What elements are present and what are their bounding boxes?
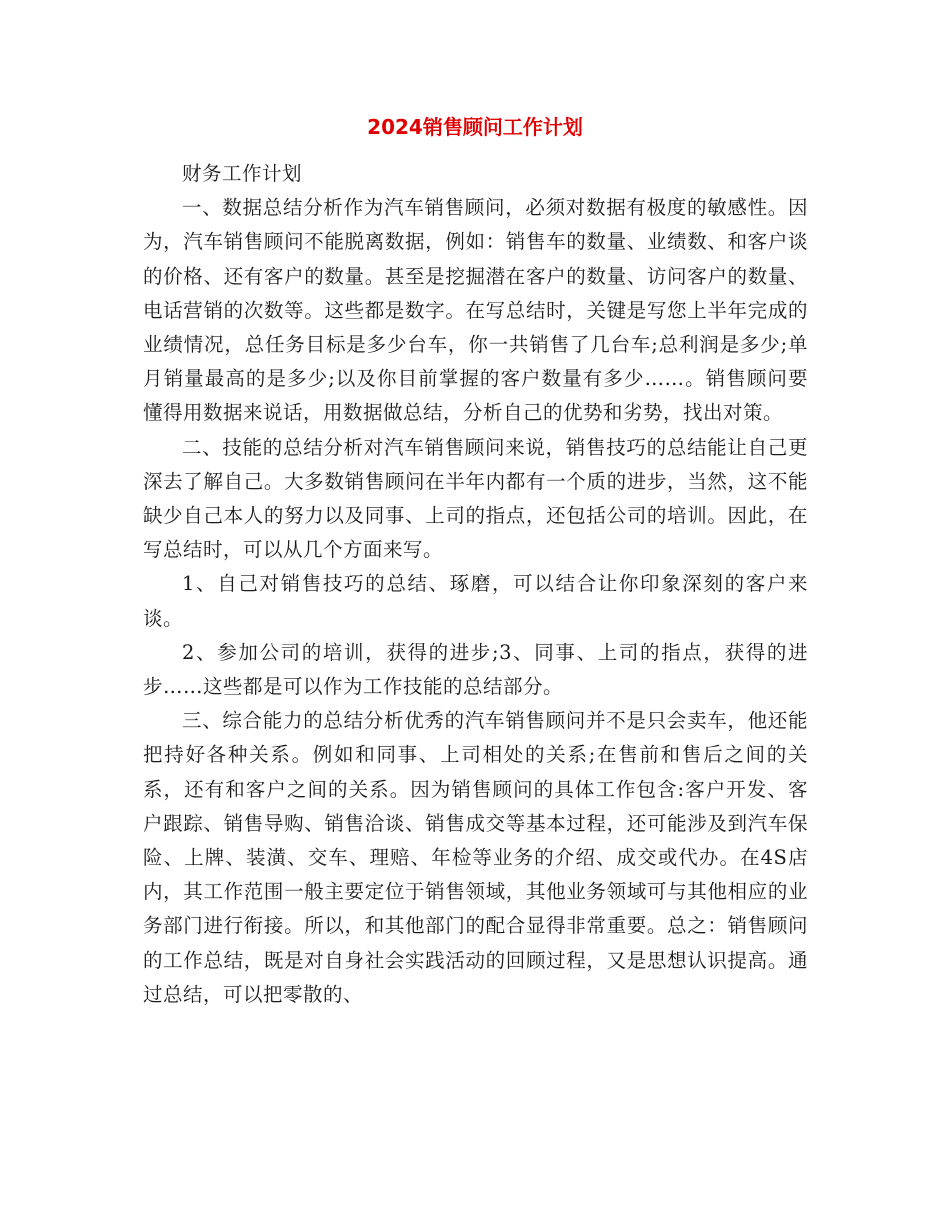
paragraph-item-1: 1、自己对销售技巧的总结、琢磨，可以结合让你印象深刻的客户来谈。 [143, 572, 808, 630]
paragraph-skill-analysis: 二、技能的总结分析对汽车销售顾问来说，销售技巧的总结能让自己更深去了解自己。大多数销售顾问在半年内都有一个质的进步，当然，这不能缺少自己本人的努力以及同事、上司的指点，还包括公司的培训。因此，在写总结时，可以从几个方面来写。 [143, 435, 808, 562]
document-body [143, 157, 808, 1012]
paragraph-item-2: 2、参加公司的培训，获得的进步;3、同事、上司的指点，获得的进步……这些都是可以作为工作技能的总结部分。 [143, 640, 808, 699]
paragraph-data-analysis: 一、数据总结分析作为汽车销售顾问，必须对数据有极度的敏感性。因为，汽车销售顾问不能脱离数据，例如：销售车的数量、业绩数、和客户谈的价格、还有客户的数量。甚至是挖掘潜在客户的数量、访问客户的数量、电话营销的次数等。这些都是数字。在写总结时，关键是写您上半年完成的业绩情况，总任务目标是多少台车，你一共销售了几台车;总利润是多少;单月销量最高的是多少;以及你目前掌握的客户数量有多少……。销售顾问要懂得用数据来说话，用数据做总结，分析自己的优势和劣势，找出对策。 [143, 196, 808, 425]
paragraph-subtitle: 财务工作计划 [182, 162, 303, 185]
document-title: 2024销售顾问工作计划 [367, 115, 583, 139]
paragraph-comprehensive-analysis: 三、综合能力的总结分析优秀的汽车销售顾问并不是只会卖车，他还能把持好各种关系。例如和同事、上司相处的关系;在售前和售后之间的关系，还有和客户之间的关系。因为销售顾问的具体工作包含:客户开发、客户跟踪、销售导购、销售洽谈、销售成交等基本过程，还可能涉及到汽车保险、上牌、装潢、交车、理赔、年检等业务的介绍、成交或代办。在4S店内，其工作范围一般主要定位于销售领域，其他业务领域可与其他相应的业务部门进行衔接。所以，和其他部门的配合显得非常重要。总之：销售顾问的工作总结，既是对自身社会实践活动的回顾过程，又是思想认识提高。通过总结，可以把零散的、 [143, 709, 808, 1006]
